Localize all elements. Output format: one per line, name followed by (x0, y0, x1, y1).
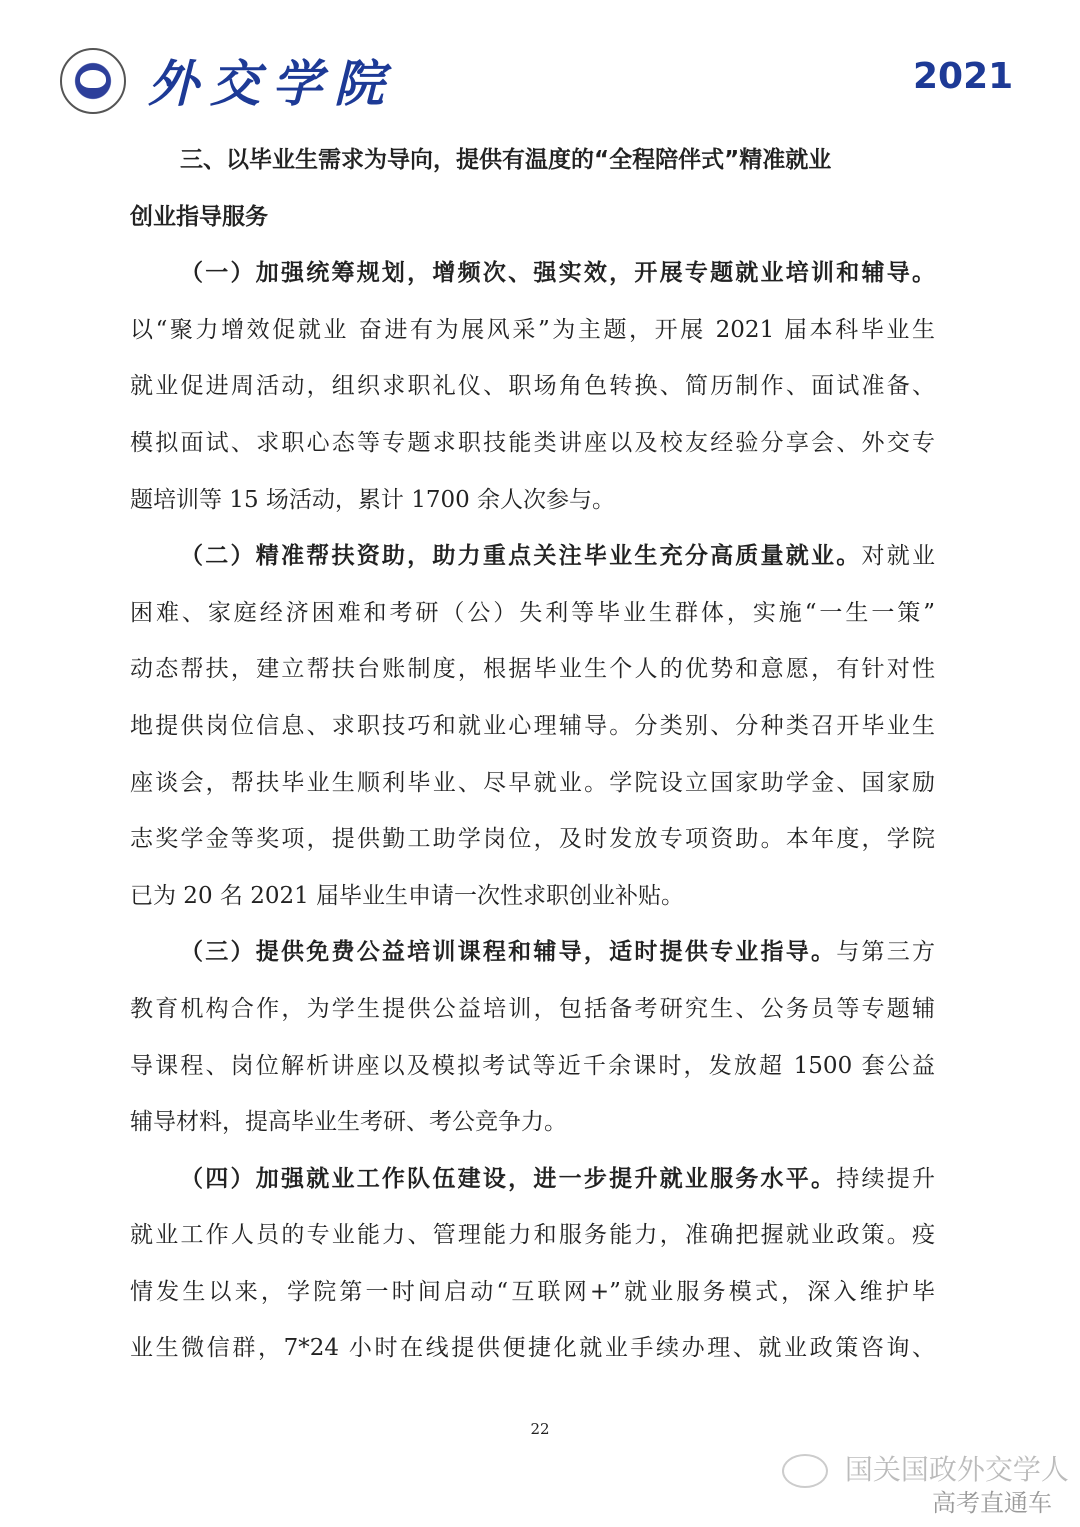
body-text: 辅导材料，提高毕业生考研、考公竞争力。 (130, 1109, 567, 1136)
text-line (130, 755, 935, 812)
text-line (130, 472, 935, 529)
document-body (130, 132, 935, 1377)
body-text: 地提供岗位信息、求职技巧和就业心理辅导。分类别、分种类召开毕业生 (130, 712, 935, 739)
watermark-overlay: 高考直通车 (932, 1489, 1052, 1517)
body-text: 导课程、岗位解析讲座以及模拟考试等近千余课时，发放超 1500 套公益 (130, 1052, 935, 1079)
university-seal-logo (60, 48, 126, 114)
text-line (130, 358, 935, 415)
text-line (130, 132, 935, 189)
body-text: 情发生以来，学院第一时间启动“互联网+”就业服务模式，深入维护毕 (130, 1278, 935, 1305)
text-line (130, 641, 935, 698)
bold-heading-text: （四）加强就业工作队伍建设，进一步提升就业服务水平。 (180, 1165, 837, 1192)
body-text: 模拟面试、求职心态等专题求职技能类讲座以及校友经验分享会、外交专 (130, 429, 935, 456)
body-text: 题培训等 15 场活动，累计 1700 余人次参与。 (130, 486, 616, 513)
body-text: 就业促进周活动，组织求职礼仪、职场角色转换、简历制作、面试准备、 (130, 373, 935, 400)
text-line (130, 585, 935, 642)
watermark-account: 国关国政外交学人 (844, 1453, 1069, 1486)
text-line (130, 981, 935, 1038)
text-line (130, 415, 935, 472)
report-year: 2021 (913, 56, 1014, 97)
body-text: 志奖学金等奖项，提供勤工助学岗位，及时发放专项资助。本年度，学院 (130, 826, 935, 853)
body-text: 业生微信群，7*24 小时在线提供便捷化就业手续办理、就业政策咨询、 (130, 1335, 935, 1362)
text-line (130, 189, 935, 246)
text-line (130, 1038, 935, 1095)
body-text: 困难、家庭经济困难和考研（公）失利等毕业生群体，实施“一生一策” (130, 599, 935, 626)
text-line (130, 811, 935, 868)
text-line (130, 698, 935, 755)
text-line (130, 528, 935, 585)
body-text: 以“聚力增效促就业 奋进有为展风采”为主题，开展 2021 届本科毕业生 (130, 316, 935, 343)
university-name-logo: 外交学院 (148, 54, 396, 113)
text-line (130, 924, 935, 981)
text-line (130, 868, 935, 925)
body-text: 就业工作人员的专业能力、管理能力和服务能力，准确把握就业政策。疫 (130, 1222, 935, 1249)
text-line (130, 1320, 935, 1377)
bold-heading-text: 创业指导服务 (130, 203, 268, 230)
text-line (130, 1151, 935, 1208)
body-text: 已为 20 名 2021 届毕业生申请一次性求职创业补贴。 (130, 882, 685, 909)
bold-heading-text: （一）加强统筹规划，增频次、强实效，开展专题就业培训和辅导。 (180, 260, 935, 287)
watermark (782, 1452, 1072, 1518)
text-line (130, 1264, 935, 1321)
page-number: 22 (530, 1420, 550, 1438)
bold-heading-text: （二）精准帮扶资助，助力重点关注毕业生充分高质量就业。 (180, 543, 862, 570)
bold-heading-text: （三）提供免费公益培训课程和辅导，适时提供专业指导。 (180, 939, 837, 966)
bold-heading-text: 三、以毕业生需求为导向，提供有温度的“全程陪伴式”精准就业 (180, 147, 832, 173)
body-text: 动态帮扶，建立帮扶台账制度，根据毕业生个人的优势和意愿，有针对性 (130, 656, 935, 683)
text-line (130, 302, 935, 359)
text-line (130, 1207, 935, 1264)
body-text: 持续提升 (836, 1165, 936, 1192)
body-text: 教育机构合作，为学生提供公益培训，包括备考研究生、公务员等专题辅 (130, 995, 935, 1022)
wechat-icon (782, 1454, 828, 1488)
body-text: 座谈会，帮扶毕业生顺利毕业、尽早就业。学院设立国家助学金、国家励 (130, 769, 935, 796)
text-line (130, 245, 935, 302)
text-line (130, 1094, 935, 1151)
body-text: 对就业 (861, 543, 936, 570)
watermark-account-row (782, 1452, 1072, 1488)
body-text: 与第三方 (836, 939, 936, 966)
